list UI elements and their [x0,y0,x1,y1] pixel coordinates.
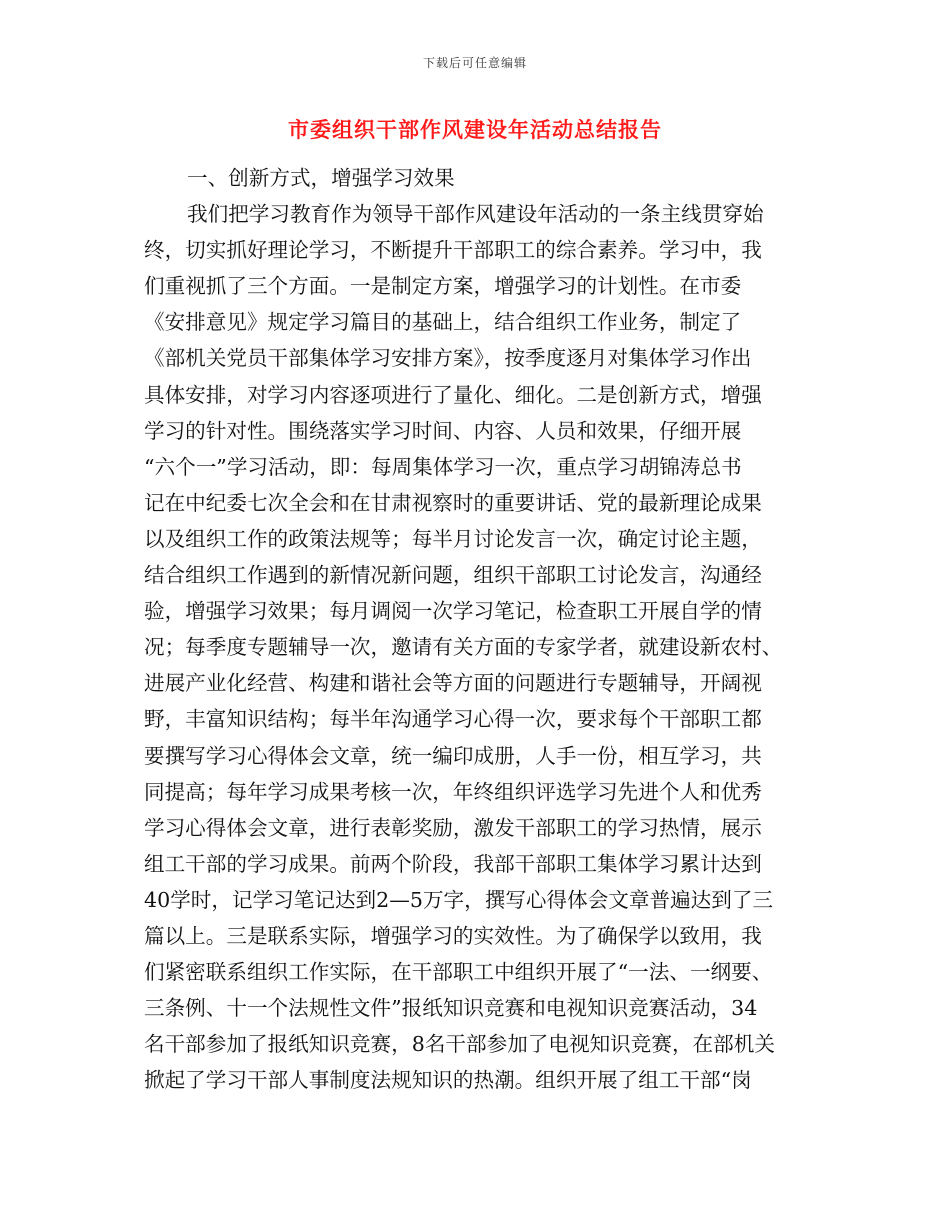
paragraph-line: 要撰写学习心得体会文章，统一编印成册，人手一份，相互学习，共 [144,743,762,768]
paragraph-line: 们紧密联系组织工作实际，在干部职工中组织开展了“一法、一纲要、 [144,960,773,985]
paragraph-line: 我们把学习教育作为领导干部作风建设年活动的一条主线贯穿始 [187,202,764,227]
paragraph-line: 终，切实抓好理论学习，不断提升干部职工的综合素养。学习中，我 [144,238,762,263]
paragraph-line: 记在中纪委七次全会和在甘肃视察时的重要讲话、党的最新理论成果 [144,490,762,515]
paragraph-line: 掀起了学习干部人事制度法规知识的热潮。组织开展了组工干部“岗 [144,1068,752,1093]
paragraph-line: 名干部参加了报纸知识竞赛，8名干部参加了电视知识竞赛，在部机关 [144,1032,775,1057]
paragraph-line: 《部机关党员干部集体学习安排方案》，按季度逐月对集体学习作出 [144,346,752,371]
paragraph-line: 具体安排，对学习内容逐项进行了量化、细化。二是创新方式，增强 [144,382,762,407]
document-title: 市委组织干部作风建设年活动总结报告 [288,118,662,142]
paragraph-line: 学习心得体会文章，进行表彰奖励，激发干部职工的学习热情，展示 [144,815,762,840]
paragraph-line: 《安排意见》规定学习篇目的基础上，结合组织工作业务，制定了 [144,310,742,335]
paragraph-line: 结合组织工作遇到的新情况新问题，组织干部职工讨论发言，沟通经 [144,563,762,588]
paragraph-line: 同提高；每年学习成果考核一次，年终组织评选学习先进个人和优秀 [144,779,762,804]
paragraph-line: 学习的针对性。围绕落实学习时间、内容、人员和效果，仔细开展 [144,418,742,443]
section-heading: 一、创新方式，增强学习效果 [187,166,455,190]
document-body [144,160,814,1098]
paragraph-line: 况；每季度专题辅导一次，邀请有关方面的专家学者，就建设新农村、 [144,635,783,660]
paragraph-line: 验，增强学习效果；每月调阅一次学习笔记，检查职工开展自学的情 [144,599,762,624]
paragraph-line: 篇以上。三是联系实际，增强学习的实效性。为了确保学以致用，我 [144,923,762,948]
page-header: 下载后可任意编辑 [422,56,527,70]
paragraph-line: 进展产业化经营、构建和谐社会等方面的问题进行专题辅导，开阔视 [144,671,762,696]
paragraph-line: 们重视抓了三个方面。一是制定方案，增强学习的计划性。在市委 [144,274,742,299]
paragraph-line: 以及组织工作的政策法规等；每半月讨论发言一次，确定讨论主题， [144,526,762,551]
paragraph-line: 40学时，记学习笔记达到2—5万字，撰写心得体会文章普遍达到了三 [144,887,774,912]
paragraph-line: “六个一”学习活动，即：每周集体学习一次，重点学习胡锦涛总书 [144,454,742,479]
paragraph-line: 野，丰富知识结构；每半年沟通学习心得一次，要求每个干部职工都 [144,707,762,732]
paragraph-line: 组工干部的学习成果。前两个阶段，我部干部职工集体学习累计达到 [144,851,762,876]
paragraph-line: 三条例、十一个法规性文件”报纸知识竞赛和电视知识竞赛活动，34 [144,996,758,1021]
